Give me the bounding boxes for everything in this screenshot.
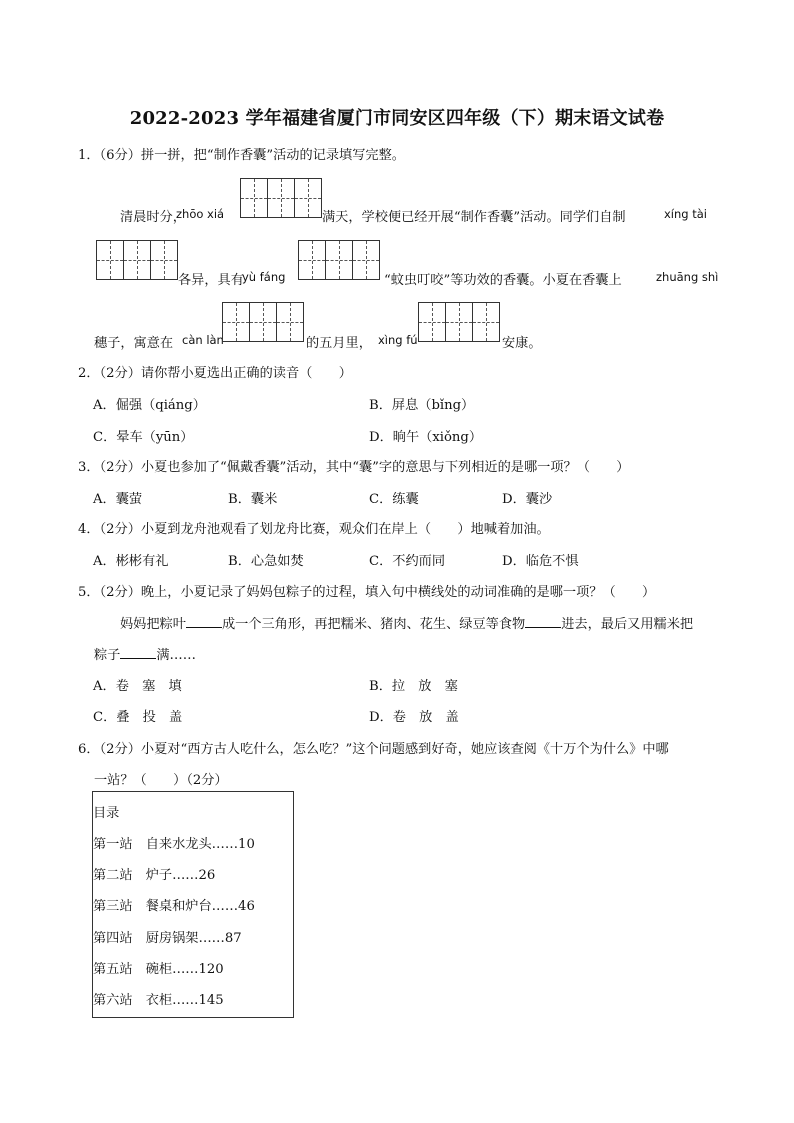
- q5-passage-e: 满……: [156, 648, 196, 663]
- q5-passage-d: 粽子: [94, 648, 121, 663]
- q1-line2-text-a: 各异，具有: [178, 273, 244, 288]
- q4-option-b[interactable]: B．心急如焚: [228, 554, 304, 569]
- q6-stem-line1: 6．（2分）小夏对“西方古人吃什么，怎么吃？”这个问题感到好奇，她应该查阅《十万个为什么》中哪: [78, 742, 669, 757]
- q1-writing-grid-1[interactable]: [240, 178, 322, 218]
- q2-stem: 2．（2分）请你帮小夏选出正确的读音（ ）: [78, 366, 352, 381]
- q1-writing-grid-2[interactable]: [96, 240, 178, 280]
- q1-pinyin-xingfu: xìng fú: [378, 333, 418, 347]
- q2-option-d[interactable]: D．晌午（xiǒng）: [369, 430, 483, 445]
- q3-option-b[interactable]: B．囊米: [228, 492, 278, 507]
- q3-option-c[interactable]: C．练囊: [369, 492, 419, 507]
- q5-option-d[interactable]: D．卷 放 盖: [369, 710, 459, 725]
- q1-writing-grid-4[interactable]: [222, 302, 304, 342]
- q1-writing-grid-3[interactable]: [298, 240, 380, 280]
- q3-option-a[interactable]: A．囊萤: [93, 492, 143, 507]
- q5-passage-c: 进去，最后又用糯米把: [561, 617, 694, 632]
- q4-option-a[interactable]: A．彬彬有礼: [93, 554, 169, 569]
- toc-item: 第五站 碗柜……120: [93, 962, 224, 977]
- toc-title: 目录: [93, 806, 120, 821]
- q1-pinyin-yufang: yù fáng: [242, 270, 286, 284]
- q1-line3-text-b: 的五月里，: [306, 336, 372, 351]
- q2-option-a[interactable]: A．倔强（qiáng）: [93, 398, 206, 413]
- q5-passage-line1: [120, 613, 693, 632]
- toc-item: 第一站 自来水龙头……10: [93, 837, 255, 852]
- q2-option-b[interactable]: B．屏息（bǐng）: [369, 398, 475, 413]
- q3-option-d[interactable]: D．囊沙: [502, 492, 553, 507]
- q1-writing-grid-5[interactable]: [418, 302, 500, 342]
- q1-line2-text-b: “蚊虫叮咬”等功效的香囊。小夏在香囊上: [384, 273, 622, 288]
- q5-passage-line2: [94, 644, 196, 663]
- q5-option-c[interactable]: C．叠 投 盖: [93, 710, 183, 725]
- q5-option-a[interactable]: A．卷 塞 填: [93, 679, 182, 694]
- toc-item: 第三站 餐桌和炉台……46: [93, 899, 255, 914]
- q4-stem: 4．（2分）小夏到龙舟池观看了划龙舟比赛，观众们在岸上（ ）地喊着加油。: [78, 522, 550, 537]
- q3-stem: 3．（2分）小夏也参加了“佩戴香囊”活动，其中“囊”字的意思与下列相近的是哪一项？（ ）: [78, 460, 630, 475]
- q1-line3-text-c: 安康。: [502, 336, 542, 351]
- toc-item: 第四站 厨房锅架……87: [93, 931, 242, 946]
- q5-option-b[interactable]: B．拉 放 塞: [369, 679, 458, 694]
- q5-stem: 5．（2分）晚上，小夏记录了妈妈包粽子的过程，填入句中横线处的动词准确的是哪一项？（ ）: [78, 585, 656, 600]
- q6-stem-line2: 一站？（ ）（2分）: [94, 773, 228, 788]
- q5-passage-b: 成一个三角形，再把糯米、猪肉、花生、绿豆等食物: [221, 617, 526, 632]
- q1-pinyin-canlan: càn làn: [182, 333, 224, 347]
- q5-blank-2[interactable]: [525, 615, 561, 628]
- q5-passage-a: 妈妈把粽叶: [120, 617, 186, 632]
- q5-blank-3[interactable]: [120, 646, 156, 659]
- table-of-contents-box: [92, 791, 294, 1018]
- toc-item: 第二站 炉子……26: [93, 868, 216, 883]
- q1-line1-text-b: 满天，学校便已经开展“制作香囊”活动。同学们自制: [322, 210, 626, 225]
- q1-line3-text-a: 穗子，寓意在: [94, 336, 174, 351]
- q1-stem: 1．（6分）拼一拼，把“制作香囊”活动的记录填写完整。: [78, 148, 405, 163]
- q4-option-d[interactable]: D．临危不惧: [502, 554, 579, 569]
- q4-option-c[interactable]: C．不约而同: [369, 554, 446, 569]
- q1-pinyin-xingtai: xíng tài: [664, 207, 707, 221]
- q1-pinyin-zhaoxia: zhōo xiá: [176, 207, 225, 221]
- q1-line1-text-a: 清晨时分，: [120, 210, 186, 225]
- document-title: 2022-2023 学年福建省厦门市同安区四年级（下）期末语文试卷: [129, 108, 665, 129]
- toc-item: 第六站 衣柜……145: [93, 993, 224, 1008]
- q1-pinyin-zhuangshi: zhuāng shì: [656, 270, 719, 284]
- q5-blank-1[interactable]: [186, 615, 222, 628]
- q2-option-c[interactable]: C．晕车（yūn）: [93, 430, 194, 445]
